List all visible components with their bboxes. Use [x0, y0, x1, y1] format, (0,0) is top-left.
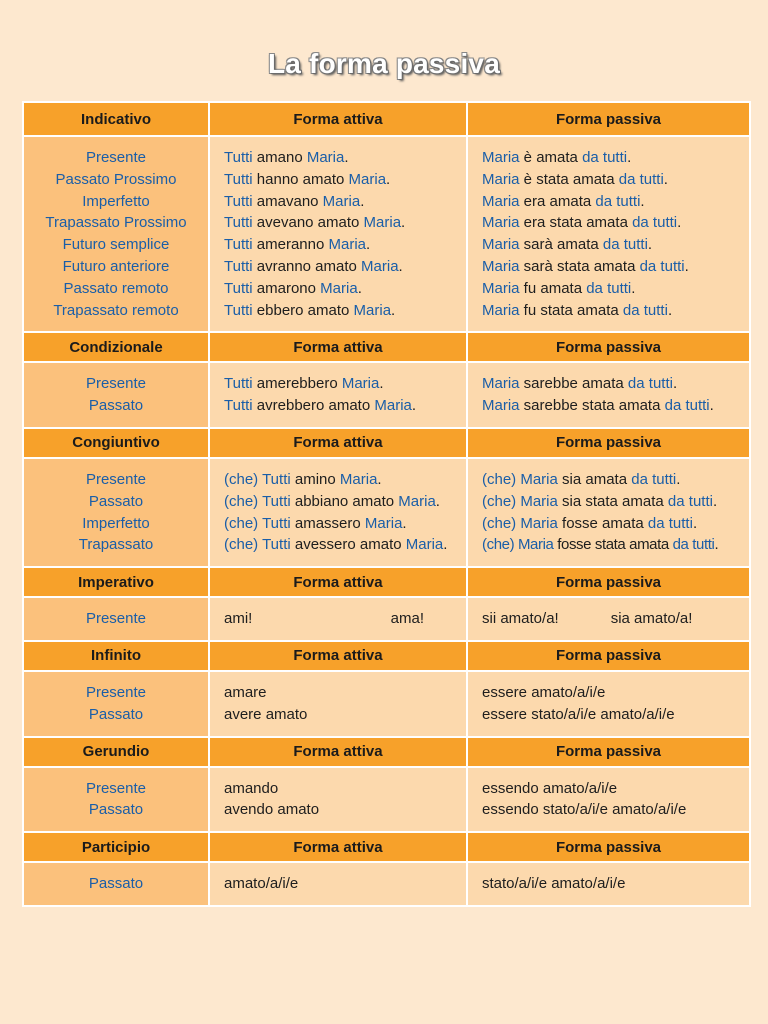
active-forms: [209, 136, 467, 332]
object: Maria: [341, 375, 380, 393]
tense-list: [23, 671, 209, 737]
tense-label: Passato: [88, 875, 144, 893]
section-header-gerundio: [23, 737, 750, 767]
period: .: [443, 536, 448, 554]
agent: da tutti: [631, 470, 677, 488]
mood-name: Participio: [23, 832, 209, 862]
passive-forms: [467, 136, 750, 332]
section-header-indicativo: [23, 102, 750, 136]
passive-sentence: essendo stato/a/i/e amato/a/i/e: [482, 801, 687, 819]
agent: da tutti: [639, 257, 685, 275]
subject: Tutti: [224, 301, 253, 319]
subject: Tutti: [224, 192, 253, 210]
passive-sentence: [482, 147, 749, 169]
active-sentence: amando: [224, 779, 279, 797]
active-sentence: amare: [224, 683, 267, 701]
imperative-form: ami!: [224, 610, 253, 628]
verb: sarebbe amata: [519, 375, 628, 393]
period: .: [391, 301, 396, 319]
object: Maria: [348, 170, 387, 188]
period: .: [379, 375, 384, 393]
tense-label: Presente: [85, 779, 147, 797]
passive-sentence: stato/a/i/e amato/a/i/e: [482, 875, 626, 893]
passive-column-header: Forma passiva: [467, 737, 750, 767]
active-sentence: [224, 373, 466, 395]
active-column-header: Forma attiva: [209, 641, 467, 671]
section-body-indicativo: [23, 136, 750, 332]
active-sentence: [224, 469, 466, 491]
tense-label: Trapassato remoto: [53, 301, 179, 319]
passive-sentence: [482, 469, 749, 491]
tense-label: Presente: [85, 610, 147, 628]
object: Maria: [320, 279, 358, 297]
verb: sia amata: [557, 470, 632, 488]
period: .: [684, 257, 689, 275]
period: .: [366, 236, 371, 254]
passive-column-header: Forma passiva: [467, 832, 750, 862]
subject: Tutti: [224, 149, 253, 166]
tense-list: [23, 862, 209, 906]
period: .: [360, 192, 365, 210]
mood-name: Condizionale: [23, 332, 209, 362]
subject: Tutti: [262, 536, 291, 554]
active-sentence: avendo amato: [224, 801, 320, 819]
active-forms: [209, 671, 467, 737]
object: Maria: [306, 149, 345, 166]
passive-column-header: Forma passiva: [467, 428, 750, 458]
period: .: [435, 492, 440, 510]
section-header-condizionale: [23, 332, 750, 362]
period: .: [640, 192, 645, 210]
object: Maria: [339, 470, 378, 488]
verb: sarà stata amata: [519, 257, 640, 275]
active-sentence: [224, 278, 466, 300]
agent: da tutti: [586, 279, 632, 297]
agent: da tutti: [667, 492, 713, 510]
passive-sentence: [482, 191, 749, 213]
passive-sentence: [482, 491, 749, 513]
object: Maria: [353, 301, 392, 319]
tense-label: Presente: [85, 375, 147, 393]
period: .: [627, 149, 632, 166]
active-sentence: [224, 534, 466, 556]
tense-label: Presente: [85, 683, 147, 701]
imperative-passive-line: [482, 608, 749, 630]
active-column-header: Forma attiva: [209, 832, 467, 862]
page-title: La forma passiva: [268, 48, 500, 79]
verb: è amata: [519, 149, 583, 166]
active-sentence: amato/a/i/e: [224, 875, 299, 893]
che-prefix: (che): [482, 492, 521, 510]
period: .: [677, 214, 682, 232]
active-forms: [209, 767, 467, 833]
verb: abbiano amato: [290, 492, 399, 510]
passive-forms: [467, 458, 750, 567]
subject: Maria: [482, 397, 520, 415]
subject: Tutti: [262, 514, 291, 532]
tense-list: [23, 136, 209, 332]
tense-list: [23, 597, 209, 641]
imperative-form: sii amato/a!: [482, 610, 559, 628]
imperative-form: sia amato/a!: [610, 610, 693, 628]
section-body-congiuntivo: [23, 458, 750, 567]
active-sentence: [224, 513, 466, 535]
tense-label: Presente: [85, 149, 147, 166]
subject: Tutti: [224, 236, 253, 254]
che-prefix: (che): [224, 492, 263, 510]
tense-label: Passato remoto: [63, 279, 169, 297]
verb: ameranno: [252, 236, 329, 254]
verb: amerebbero: [252, 375, 342, 393]
verb: avessero amato: [290, 536, 406, 554]
period: .: [631, 279, 636, 297]
object: Maria: [405, 536, 444, 554]
che-prefix: (che): [482, 536, 518, 554]
che-prefix: (che): [482, 514, 521, 532]
verb: amassero: [290, 514, 365, 532]
verb: hanno amato: [252, 170, 349, 188]
active-sentence: [224, 395, 466, 417]
passive-column-header: Forma passiva: [467, 567, 750, 597]
subject: Tutti: [224, 257, 253, 275]
object: Maria: [363, 214, 402, 232]
verb: era amata: [519, 192, 596, 210]
passive-forms: [467, 862, 750, 906]
subject: Tutti: [262, 470, 291, 488]
period: .: [714, 536, 719, 554]
active-sentence: [224, 491, 466, 513]
object: Maria: [364, 514, 403, 532]
verb: amano: [252, 149, 307, 166]
tense-label: Passato: [88, 492, 144, 510]
verb: sarà amata: [519, 236, 603, 254]
imperative-active-line: [224, 608, 466, 630]
subject: Maria: [482, 214, 520, 232]
verb: amavano: [252, 192, 323, 210]
active-forms: [209, 362, 467, 428]
passive-sentence: [482, 513, 749, 535]
active-sentence: [224, 234, 466, 256]
subject: Maria: [482, 170, 520, 188]
active-sentence: avere amato: [224, 705, 308, 723]
agent: da tutti: [627, 375, 673, 393]
period: .: [411, 397, 417, 415]
tense-list: [23, 767, 209, 833]
section-body-imperativo: [23, 597, 750, 641]
verb: ebbero amato: [252, 301, 354, 319]
object: Maria: [328, 236, 367, 254]
passive-sentence: [482, 169, 749, 191]
active-column-header: Forma attiva: [209, 332, 467, 362]
period: .: [676, 470, 681, 488]
period: .: [401, 214, 406, 232]
active-forms: [209, 458, 467, 567]
tense-label: Presente: [85, 470, 147, 488]
subject: Maria: [520, 470, 558, 488]
section-header-imperativo: [23, 567, 750, 597]
subject: Maria: [520, 514, 558, 532]
passive-sentence: essere amato/a/i/e: [482, 683, 606, 701]
active-forms: [209, 597, 467, 641]
agent: da tutti: [618, 170, 664, 188]
passive-forms: [467, 362, 750, 428]
object: Maria: [398, 492, 436, 510]
active-sentence: [224, 300, 466, 322]
verb: avranno amato: [252, 257, 362, 275]
che-prefix: (che): [224, 514, 263, 532]
passive-sentence: [482, 534, 749, 556]
active-sentence: [224, 147, 466, 169]
mood-name: Gerundio: [23, 737, 209, 767]
passive-sentence: [482, 278, 749, 300]
period: .: [402, 514, 407, 532]
period: .: [672, 375, 678, 393]
agent: da tutti: [602, 236, 648, 254]
passive-forms: [467, 671, 750, 737]
tense-label: Passato Prossimo: [55, 170, 177, 188]
verb: fu stata amata: [519, 301, 623, 319]
subject: Maria: [482, 257, 520, 275]
subject: Maria: [520, 492, 558, 510]
tense-list: [23, 458, 209, 567]
mood-name: Congiuntivo: [23, 428, 209, 458]
passive-sentence: essendo amato/a/i/e: [482, 779, 618, 797]
passive-sentence: essere stato/a/i/e amato/a/i/e: [482, 705, 675, 723]
verb: è stata amata: [519, 170, 619, 188]
subject: Tutti: [224, 279, 253, 297]
period: .: [692, 514, 698, 532]
active-sentence: [224, 169, 466, 191]
tense-label: Imperfetto: [82, 514, 150, 532]
passive-forms: [467, 597, 750, 641]
passive-sentence: [482, 395, 749, 417]
tense-label: Passato: [88, 801, 144, 819]
passive-column-header: Forma passiva: [467, 332, 750, 362]
che-prefix: (che): [482, 470, 521, 488]
active-sentence: [224, 212, 466, 234]
mood-name: Indicativo: [23, 102, 209, 136]
che-prefix: (che): [224, 536, 263, 554]
period: .: [647, 236, 653, 254]
subject: Tutti: [224, 397, 253, 415]
section-body-gerundio: [23, 767, 750, 833]
section-body-participio: [23, 862, 750, 906]
period: .: [377, 470, 382, 488]
section-header-participio: [23, 832, 750, 862]
agent: da tutti: [672, 536, 715, 554]
section-header-congiuntivo: [23, 428, 750, 458]
agent: da tutti: [632, 214, 678, 232]
verb: sarebbe stata amata: [519, 397, 665, 415]
subject: Tutti: [224, 170, 253, 188]
subject: Maria: [482, 375, 520, 393]
object: Maria: [322, 192, 361, 210]
agent: da tutti: [622, 301, 668, 319]
verb: fosse stata amata: [553, 536, 673, 554]
passive-sentence: [482, 234, 749, 256]
passive-column-header: Forma passiva: [467, 102, 750, 136]
section-body-infinito: [23, 671, 750, 737]
mood-name: Infinito: [23, 641, 209, 671]
period: .: [344, 149, 349, 166]
tense-list: [23, 362, 209, 428]
subject: Tutti: [224, 214, 253, 232]
tense-label: Trapassato Prossimo: [45, 214, 187, 232]
verb: fu amata: [519, 279, 587, 297]
active-column-header: Forma attiva: [209, 567, 467, 597]
verb: era stata amata: [519, 214, 633, 232]
period: .: [398, 257, 403, 275]
section-header-infinito: [23, 641, 750, 671]
period: .: [712, 492, 718, 510]
subject: Tutti: [224, 375, 253, 393]
passive-sentence: [482, 300, 749, 322]
subject: Maria: [482, 192, 520, 210]
tense-label: Futuro anteriore: [62, 257, 170, 275]
object: Maria: [374, 397, 412, 415]
object: Maria: [361, 257, 399, 275]
passive-forms: [467, 767, 750, 833]
active-column-header: Forma attiva: [209, 737, 467, 767]
verb: sia stata amata: [557, 492, 668, 510]
active-forms: [209, 862, 467, 906]
verb: amino: [290, 470, 340, 488]
active-column-header: Forma attiva: [209, 102, 467, 136]
subject: Maria: [482, 301, 520, 319]
tense-label: Imperfetto: [82, 192, 150, 210]
agent: da tutti: [595, 192, 641, 210]
passive-form-table: [22, 101, 751, 907]
active-sentence: [224, 191, 466, 213]
period: .: [386, 170, 391, 188]
passive-column-header: Forma passiva: [467, 641, 750, 671]
agent: da tutti: [582, 149, 628, 166]
imperative-form: ama!: [390, 610, 424, 628]
agent: da tutti: [664, 397, 710, 415]
agent: da tutti: [647, 514, 693, 532]
verb: amarono: [252, 279, 321, 297]
subject: Maria: [482, 279, 520, 297]
passive-sentence: [482, 212, 749, 234]
mood-name: Imperativo: [23, 567, 209, 597]
passive-sentence: [482, 373, 749, 395]
tense-label: Futuro semplice: [62, 236, 170, 254]
che-prefix: (che): [224, 470, 263, 488]
period: .: [357, 279, 362, 297]
verb: avrebbero amato: [252, 397, 375, 415]
subject: Tutti: [262, 492, 291, 510]
active-column-header: Forma attiva: [209, 428, 467, 458]
subject: Maria: [482, 149, 520, 166]
subject: Maria: [482, 236, 520, 254]
passive-sentence: [482, 256, 749, 278]
verb: avevano amato: [252, 214, 364, 232]
tense-label: Trapassato: [78, 536, 154, 554]
verb: fosse amata: [557, 514, 648, 532]
section-body-condizionale: [23, 362, 750, 428]
period: .: [663, 170, 668, 188]
subject: Maria: [517, 536, 554, 554]
active-sentence: [224, 256, 466, 278]
period: .: [667, 301, 673, 319]
period: .: [709, 397, 714, 415]
tense-label: Passato: [88, 705, 144, 723]
tense-label: Passato: [88, 397, 144, 415]
